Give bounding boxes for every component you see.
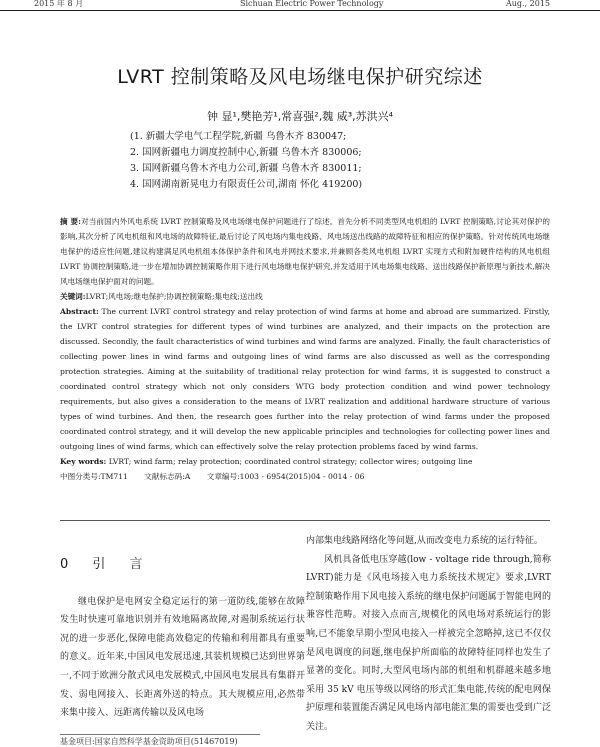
funding-footnote: 基金项目:国家自然科学基金资助项目(51467019) [60, 734, 260, 747]
body-left-column [60, 532, 305, 723]
keywords-cn [60, 289, 550, 304]
abstract-cn-text: 对当前国内外风电系统 LVRT 控制策略及风电场继电保护问题进行了综述。首先分析不同类型风电机组的 LVRT 控制策略,讨论其对保护的影响,其次分析了风电机组和风电场的故障特征,最后讨论了风电场内集电线路、风电场送出线路的故障特征和相应的保护策略。针对传统风电场继电保护的适应性问题,建议构建满足风电机组本体保护条件和风电并网技术要求,并兼顾各类风电机组 LVRT 实现方式和附加硬件结构的风电机组 LVRT 协调控制策略,进一步在增加协调控制策略作用下进行风电场继电保护研究,并发适用于风电场集电线路、送出线路保护新原理与新技术,解决风电场继电保护面对的问题。 [60, 217, 550, 286]
body-paragraph: 继电保护是电网安全稳定运行的第一道防线,能够在故障发生时快速可靠地识别并有效地隔离故障,对遏制系统运行状况的进一步恶化,保障电能高效稳定的传输和利用都具有重要的意义。近年来,中国风电发展迅速,其装机规模已达到世界第一,不同于欧洲分散式风电发展模式,中国风电发展具有集群开发、弱电网接入、长距离外送的特点。其大规模应用,必然带来集中接入、远距离传输以及风电场 [60, 596, 305, 719]
keywords-cn-label: 关键词: [60, 292, 86, 301]
header-date-en: Aug., 2015 [505, 0, 550, 8]
header-date: 2015 年 8 月 [34, 0, 84, 8]
clc-number: 中图分类号:TM711 [60, 472, 128, 481]
affiliation-line: (1. 新疆大学电气工程学院,新疆 乌鲁木齐 830047; [130, 131, 347, 142]
affiliation-line: 2. 国网新疆电力调度控制中心,新疆 乌鲁木齐 830006; [130, 147, 362, 158]
affiliation-line: 3. 国网新疆乌鲁木齐电力公司,新疆 乌鲁木齐 830011; [130, 163, 362, 174]
document-code: 文献标志码:A [144, 472, 191, 481]
section-heading: 0 引 言 [60, 557, 153, 572]
header-journal: Sichuan Electric Power Technology [240, 0, 384, 8]
body-paragraph: 内部集电线路网络化等问题,从而改变电力系统的运行特征。 [306, 536, 543, 546]
abstract-en [60, 304, 550, 454]
author-list: 钟 显¹,樊艳芳¹,常喜强²,魏 威³,苏洪兴⁴ [206, 110, 394, 123]
affiliations [130, 129, 362, 193]
body-paragraph: 风机具备低电压穿越(low - voltage ride through,简称 LVRT)能力是《风电场接入电力系统技术规定》要求,LVRT 控制策略作用下风电接入系统的继电保护问题属于智能电网的兼容性范畴。对接入点而言,规模化的风电场对系统运行的影响,已不能象早期小型风电接入一样被完全忽略掉,这已不仅仅是风电调度的问题,继电保护所面临的故障特征同样也发生了显著的变化。同时,大型风电场内部的机组和机群越来越多地采用 35 kV 电压等级以网络的形式汇集电能,传统的配电网保护原理和装置能否满足风电场内部电能汇集的需要也受到广泛关注。 [306, 554, 551, 732]
classification-line [60, 469, 550, 484]
body-right-column [306, 532, 551, 737]
section-divider [60, 520, 550, 521]
article-number: 文章编号:1003 - 6954(2015)04 - 0014 - 06 [206, 472, 365, 481]
keywords-en-label: Key words: [60, 457, 107, 466]
keywords-en-text: LVRT; wind farm; relay protection; coordinated control strategy; collector wires; outgoing line [108, 457, 473, 466]
keywords-cn-text: LVRT;风电场;继电保护;协调控制策略;集电线;送出线 [85, 292, 263, 301]
keywords-en [60, 454, 550, 469]
abstract-cn-label: 摘 要: [60, 217, 81, 226]
abstract-en-text: The current LVRT control strategy and relay protection of wind farms at home and abroad are summarized. Firstly, the LVRT control strategies for different types of wind turbines are analyzed, and their impacts on the protection are discussed. Secondly, the fault characteristics of wind turbines and wind farms are analyzed. Finally, the fault characteristics of collecting power lines in wind farms and outgoing lines of wind farms are also discussed as well as the corresponding protection strategies. Aiming at the suitability of traditional relay protection for wind farms, it is suggested to construct a coordinated control strategy which not only considers WTG body protection condition and wind power technology requirements, but also gives a consideration to the means of LVRT realization and additional hardware structure of various types of wind turbines. And then, the research goes further into the relay protection of wind farms under the proposed coordinated control strategy, and it will develop the new applicable principles and technologies for collecting power lines and outgoing lines of wind farms, which can effectively solve the relay protection problems faced by wind farms. [60, 307, 550, 451]
affiliation-line: 4. 国网湖南新晃电力有限责任公司,湖南 怀化 419200) [130, 179, 363, 190]
abstract-block [60, 214, 550, 484]
abstract-cn [60, 214, 550, 289]
paper-title: LVRT 控制策略及风电场继电保护研究综述 [117, 66, 483, 88]
abstract-en-label: Abstract: [60, 307, 99, 316]
running-header [0, 0, 600, 11]
